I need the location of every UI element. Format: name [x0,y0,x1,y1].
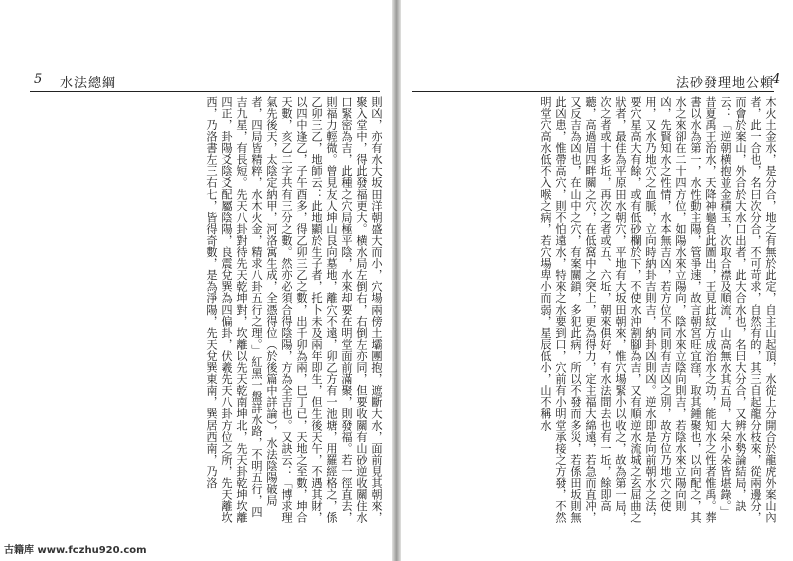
left-running-title: 水法總綱 [60,76,117,91]
left-header-rule [30,91,380,92]
book-gutter [392,0,401,561]
right-header-rule [412,91,774,92]
right-page-number: 4 [772,72,781,87]
right-running-title: 法砂發理地公頼 [676,76,775,91]
left-page-number: 5 [34,72,43,87]
site-watermark: 古籍库 www.fczhu920.com [4,545,147,556]
right-body-text: 木火土金水，是分合，地之有無於此定，自主山起頂，水從上分開合於龍虎外案山內者，此一合也，名曰次分合，不可苛求，自然有的，其三自起龍分枝來，從兩邊分，而會於案山，外合於大水口出者，此大合水也，名曰大分合，又辨水勢論結局，訣云：「逆朝横抱並金積玉，次取合襟及順流，山高無水其五局，大朵小朵皆堪錄。」昔夏禹王治水，天降神龜負此圖出，王見此紋方成治水之功，能知水之性者惟禹。葬書以水為第一，水性動主陽，管爭速，故言朝宮旺宜窪，取其鍾聚也，以向配之，其水之來卻在二十四方位，如陽水來立陽向，陰水來立陰向則吉，若陰水來立陽向則凶，先賢知水之性情，水本無吉凶，若方位不同則有吉凶之別，故方位乃地穴之使用，又水乃地穴之血脈，立向時納卦吉則吉，納卦凶則凶。逆水即是向前朝水之法，要穴星高大有餘，或有低砂欄於下，不使水沖割腳為吉，又有順逆水流城之玄屈曲之狀者，最佳為平原田水朝穴，平地有大坂田朝來，惟穴場緊小以收之，故為第一局，次之者或十多坵，再次之者或五、六坵，朝來俱好，有水法間去也有一坵，餘即高聽，高過眉四畔關之穴，在低窩中之突上，更為得力，定主福大綿遠，若急而直冲，又反吉為凶也，在山中之穴，有案關鎖，多犯此病，所以不發而多災，若係田坂則無此凶患，惟帶高穴，則不怕遠水，特來之水要到口，穴前有小明堂承接之方發，不然明堂穴高水低不入喉之病，若穴場卑小而弱，星辰低小，山不稱水 [539,96,777,524]
left-body-text: 則凶，亦有水大坂田洋朝盛大而小，穴場兩傍土壩團抱，遮斷大水，面前見其朝來，聚入堂中，得此發福更大。横水局左倒右，右倒左亦同，但要收關有山砂逆收關住水口緊密為吉，此種之穴局極平陰，水來却要在明堂面前滿聚，則發福。若一徑直去，則福力輕微。曾見友人坤山艮向墓地，離穴不遠，卯乙方有一池塘，用羅經格之，係乙卯三乙，地師云：此地顯於生子者，托卜未及兩年即生，但生後天午，不遇其財，以四中逢乙，子午酉多，得乙卯三乙之數，出千卯為兩，巳丁已，天地之至數，坤合天數，亥乙二字共有三分之數。然亦必須合得陰陽，方為全吉也。又訣云：「博求理氣先後天，太陰定納甲，河洛寓生成，全憑得位（於後篇中詳論），水法陰陽破局者，四局皆精粹，水木火金，精求八卦五行之理。」紅黑一盤詳水路，不明五行，四吉九星，有長短。先天八卦對待先天乾坤對，坎離以先天乾南坤北，先天卦乾坤坎離四正，卦陽爻陰爻配屬陰陽，良震兌巽為四偏卦，伏羲先天八卦方位之所，先天離坎西，乃洛書左三右七，皆得奇數，是為淨陽，先天兌巽東南，巽居西南，乃洛 [205,96,383,524]
